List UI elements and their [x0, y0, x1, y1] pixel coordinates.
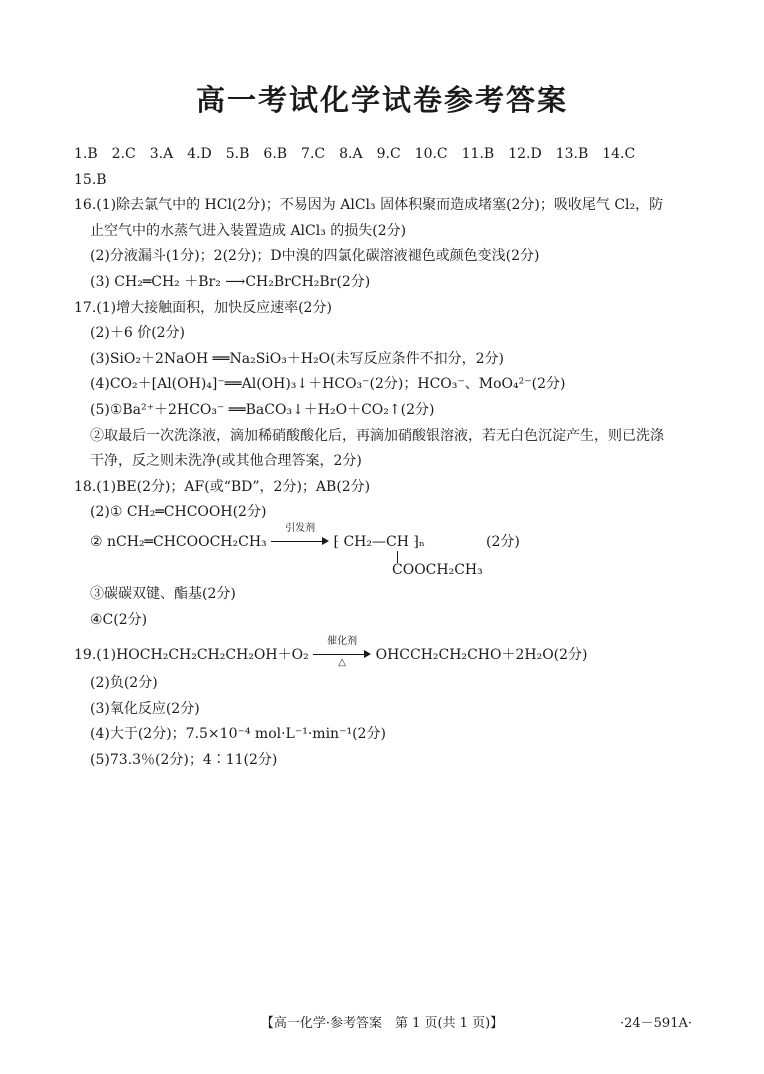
- equation-substituent: COOCH₂CH₃: [392, 561, 483, 578]
- answer-content: [74, 142, 714, 773]
- answer-line: (2)① CH₂═CHCOOH(2分): [90, 504, 267, 521]
- answer-line: 干净，反之则未洗净(或其他合理答案，2分): [90, 453, 362, 470]
- reaction-arrow-icon: [313, 636, 371, 669]
- answer-line: (3)SiO₂＋2NaOH ══Na₂SiO₃＋H₂O(未写反应条件不扣分，2分): [90, 350, 504, 367]
- arrow-condition: 催化剂: [327, 636, 358, 648]
- page-footer: 【高一化学·参考答案 第 1 页(共 1 页)】: [260, 1016, 504, 1031]
- answer-line: (2)分液漏斗(1分)；2(2分)；D中溴的四氯化碳溶液褪色或颜色变浅(2分): [90, 248, 540, 265]
- document-code: ·24－591A·: [619, 1016, 692, 1031]
- equation-reactant: ② nCH₂═CHCOOCH₂CH₃: [90, 533, 267, 550]
- answer-line: (3) CH₂═CH₂ ＋Br₂ ⟶CH₂BrCH₂Br(2分): [90, 273, 371, 290]
- equation-reactant: 19.(1)HOCH₂CH₂CH₂CH₂OH＋O₂: [74, 647, 309, 664]
- reaction-arrow-icon: [271, 522, 329, 548]
- equation-product: ⁅ CH₂—CH ⁆ₙ: [333, 533, 425, 550]
- answer-line: 止空气中的水蒸气进入装置造成 AlCl₃ 的损失(2分): [90, 222, 407, 239]
- answer-line: (2)负(2分): [90, 675, 158, 692]
- answer-line: ③碳碳双键、酯基(2分): [90, 585, 236, 602]
- answer-line: ④C(2分): [90, 611, 148, 628]
- answer-line: 1.B 2.C 3.A 4.D 5.B 6.B 7.C 8.A 9.C 10.C 11.B 12.D 13.B 14.C: [74, 146, 636, 162]
- arrow-condition: 引发剂: [285, 522, 316, 534]
- answer-line: ②取最后一次洗涤液，滴加稀硝酸酸化后，再滴加硝酸银溶液，若无白色沉淀产生，则已洗涤: [90, 427, 664, 444]
- answer-line: (3)氧化反应(2分): [90, 700, 200, 717]
- page-title: 高一考试化学试卷参考答案: [195, 83, 568, 117]
- arrow-condition-heat: △: [338, 657, 346, 669]
- answer-line: (4)大于(2分)；7.5×10⁻⁴ mol·L⁻¹·min⁻¹(2分): [90, 726, 386, 743]
- answer-line: (2)＋6 价(2分): [90, 325, 186, 342]
- oxidation-equation: [74, 636, 714, 671]
- answer-line: 18.(1)BE(2分)；AF(或“BD”，2分)；AB(2分): [74, 478, 371, 495]
- equation-product: OHCCH₂CH₂CHO＋2H₂O(2分): [375, 647, 588, 664]
- answer-line: (4)CO₂＋[Al(OH)₄]⁻══Al(OH)₃↓＋HCO₃⁻(2分)；HCO₃⁻、MoO₄²⁻(2分): [90, 376, 566, 393]
- answer-line: (5)①Ba²⁺＋2HCO₃⁻ ══BaCO₃↓＋H₂O＋CO₂↑(2分): [90, 401, 435, 418]
- answer-line: 15.B: [74, 171, 107, 188]
- equation-score: (2分): [486, 533, 520, 550]
- answer-line: 17.(1)增大接触面积，加快反应速率(2分): [74, 299, 332, 316]
- answer-line: 16.(1)除去氯气中的 HCl(2分)；不易因为 AlCl₃ 固体积聚而造成堵塞(2分)；吸收尾气 Cl₂，防: [74, 197, 664, 214]
- polymerization-equation: [74, 522, 714, 582]
- answer-line: (5)73.3％(2分)；4∶11(2分): [90, 751, 278, 768]
